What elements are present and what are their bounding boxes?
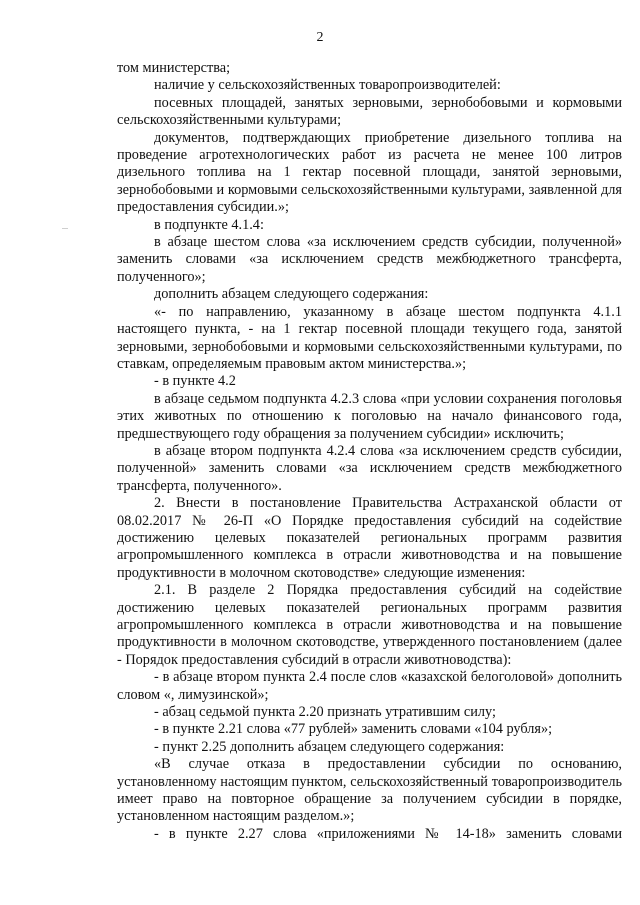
paragraph: 2.1. В разделе 2 Порядка предоставления субсидий на содействие достижению целевых показателей региональных программ развития агропромышленного комплекса в отрасли животноводства и на повышение продуктивности в молочном скотоводстве, утвержденного постановлением (далее - Порядок предоставления субсидий в отрасли животноводства): [117, 582, 622, 668]
page-number: 2 [316, 30, 324, 45]
paragraph: дополнить абзацем следующего содержания: [154, 286, 429, 303]
paragraph: «В случае отказа в предоставлении субсидии по основанию, установленному настоящим пунктом, сельскохозяйственный товаропроизводитель имеет право на повторное обращение за получением субсидии в порядке, установленном настоящим разделом.»; [117, 756, 622, 825]
paragraph: в абзаце шестом слова «за исключением средств субсидии, полученной» заменить словами «за исключением средств межбюджетного трансферта, полученного»; [117, 234, 622, 285]
paragraph: в абзаце втором подпункта 4.2.4 слова «за исключением средств субсидии, полученной» заменить словами «за исключением средств межбюджетного трансферта, полученного». [117, 442, 622, 494]
paragraph: в абзаце седьмом подпункта 4.2.3 слова «при условии сохранения поголовья этих животных по отношению к поголовью на начало финансового года, предшествующего году обращения за получением субсидии» исключить; [117, 390, 622, 442]
margin-mark [62, 228, 68, 229]
paragraph: 2. Внести в постановление Правительства Астраханской области от 08.02.2017 № 26-П «О Порядке предоставления субсидий на содействие достижению целевых показателей региональных программ развития агропромышленного комплекса в отрасли животноводства и на повышение продуктивности в молочном скотоводстве» следующие изменения: [117, 495, 622, 581]
paragraph: - абзац седьмой пункта 2.20 признать утратившим силу; [154, 704, 496, 721]
paragraph: в подпункте 4.1.4: [154, 216, 264, 233]
paragraph: - пункт 2.25 дополнить абзацем следующего содержания: [154, 738, 505, 755]
paragraph: посевных площадей, занятых зерновыми, зернобобовыми и кормовыми сельскохозяйственными культурами; [117, 94, 622, 129]
paragraph: документов, подтверждающих приобретение дизельного топлива на проведение агротехнологических работ из расчета не менее 100 литров дизельного топлива на 1 гектар посевной площади, занятой зерновыми, зернобобовыми и кормовыми сельскохозяйственными культурами, заявленной для предоставления субсидии.»; [117, 129, 622, 216]
paragraph: - в пункте 2.21 слова «77 рублей» заменить словами «104 рубля»; [154, 721, 553, 738]
paragraph: «- по направлению, указанному в абзаце шестом подпункта 4.1.1 настоящего пункта, - на 1 гектар посевной площади текущего года, занятой зерновыми, зернобобовыми и кормовыми сельскохозяйственными культурами, по ставкам, определяемым правовым актом министерства.»; [117, 303, 622, 372]
paragraph: - в абзаце втором пункта 2.4 после слов «казахской белоголовой» дополнить словом «, лимузинской»; [117, 669, 622, 703]
paragraph: том министерства; [117, 60, 231, 76]
paragraph: - в пункте 2.27 слова «приложениями № 14-18» заменить словами [154, 825, 622, 842]
paragraph: наличие у сельскохозяйственных товаропроизводителей: [154, 77, 501, 94]
document-body [117, 60, 622, 843]
paragraph: - в пункте 4.2 [154, 373, 236, 390]
